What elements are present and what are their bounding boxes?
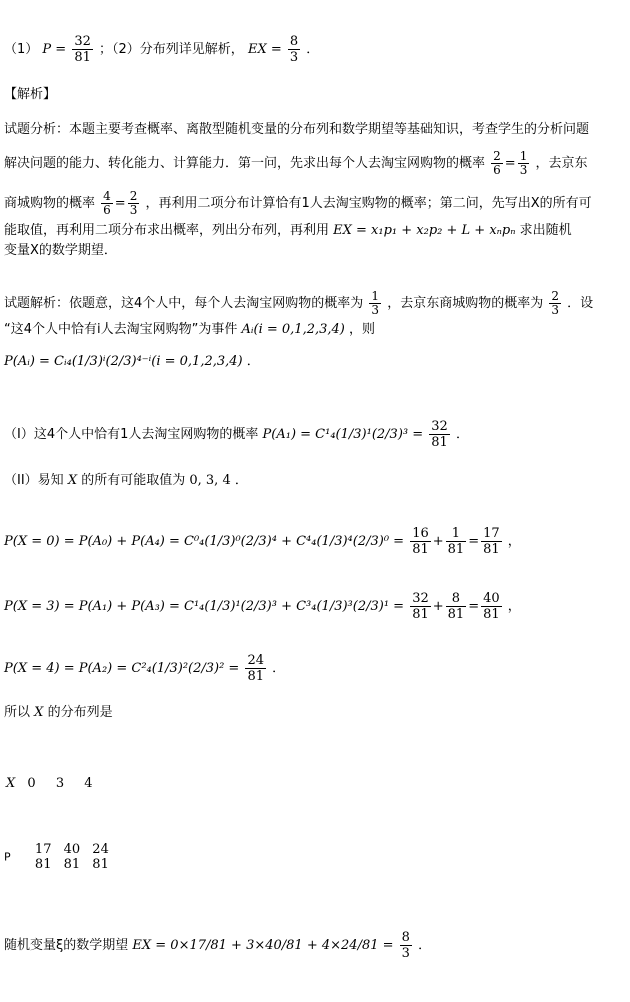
solution-line-2: “这4个人中恰有i人去淘宝网购物”为事件 Aᵢ(i = 0,1,2,3,4) ，则 (4, 322, 376, 337)
table-x-label: X (6, 776, 16, 791)
part1-line: （Ⅰ）这4个人中恰有1人去淘宝网购物的概率 P(A₁) = C¹₄(1/3)¹(2/3)³ = $\frac{32}{81}$ ． (4, 419, 469, 450)
answer-ex-fraction: $\frac{8}{3}$ (289, 34, 299, 65)
table-x-value: 4 (84, 776, 93, 791)
expectation-formula: EX = x₁p₁ + x₂p₂ + L + xₙpₙ (333, 223, 516, 238)
prob-x-0: P(X = 0) = P(A₀) + P(A₄) = C⁰₄(1/3)⁰(2/3)⁴ + C⁴₄(1/3)⁴(2/3)⁰ = $\frac{16}{81}$ + $\frac{1}{81}$ = $\frac{17}{81}$ ， (4, 526, 521, 557)
expectation-line: 随机变量ξ的数学期望 EX = 0×17/81 + 3×40/81 + 4×24/81 = $\frac{8}{3}$ ． (4, 930, 432, 961)
answer-end: ． (306, 42, 320, 57)
prob-x-4: P(X = 4) = P(A₂) = C²₄(1/3)²(2/3)² = $\frac{24}{81}$ ． (4, 653, 286, 684)
possible-values: 0, 3, 4 (189, 473, 231, 488)
answer-p-symbol: P (42, 42, 52, 57)
binomial-formula: P(Aᵢ) = Cᵢ₄(1/3)ⁱ(2/3)⁴⁻ⁱ(i = 0,1,2,3,4) (4, 354, 243, 369)
table-x-value: 0 (27, 776, 36, 791)
analysis-line-5: 变量X的数学期望． (4, 243, 117, 258)
prob-x-3: P(X = 3) = P(A₁) + P(A₃) = C¹₄(1/3)¹(2/3)³ + C³₄(1/3)³(2/3)¹ = $\frac{32}{81}$ + $\frac{8}{81}$ = $\frac{40}{81}$ ， (4, 591, 521, 622)
answer-ex-symbol: EX (247, 42, 267, 57)
analysis-line-1: 试题分析：本题主要考查概率、离散型随机变量的分布列和数学期望等基础知识，考查学生的分析问题 (4, 122, 590, 137)
expectation-computation: EX = 0×17/81 + 3×40/81 + 4×24/81 = (132, 938, 394, 953)
analysis-line-4: 能取值，再利用二项分布求出概率，列出分布列，再利用 EX = x₁p₁ + x₂p₂ + L + xₙpₙ 求出随机 (4, 223, 572, 238)
table-p-value: 24 81 (92, 842, 109, 872)
part2-line: （II）易知 X 的所有可能取值为 0, 3, 4 ． (4, 473, 248, 488)
solution-line-3: P(Aᵢ) = Cᵢ₄(1/3)ⁱ(2/3)⁴⁻ⁱ(i = 0,1,2,3,4) ． (4, 354, 260, 369)
solution-line-1: 试题解析：依题意，这4个人中，每个人去淘宝网购物的概率为 $\frac{1}{3}$ ，去京东商城购物的概率为 $\frac{2}{3}$ ．设 (4, 289, 594, 317)
part1-formula: P(A₁) = C¹₄(1/3)¹(2/3)³ = (262, 427, 424, 442)
answer-p-fraction: $\frac{32}{81}$ (74, 34, 91, 65)
table-x-value: 3 (55, 776, 65, 791)
distribution-table-p-row (4, 842, 113, 872)
analysis-heading: 【解析】 (4, 87, 57, 102)
table-p-value: 40 81 (63, 842, 81, 872)
answer-separator: ；（2）分布列详见解析， (99, 42, 244, 57)
analysis-line-2: 解决问题的能力、转化能力、计算能力．第一问，先求出每个人去淘宝网购物的概率 $\frac{2}{6}$ = $\frac{1}{3}$ ，去京东 (4, 149, 588, 177)
distribution-table-x-row (6, 776, 93, 791)
table-p-value: 17 81 (34, 842, 52, 872)
event-definition: Aᵢ(i = 0,1,2,3,4) (241, 322, 345, 337)
analysis-line-3: 商城购物的概率 $\frac{4}{6}$ = $\frac{2}{3}$ ，再利用二项分布计算恰有1人去淘宝购物的概率；第二问，先写出X的所有可 (4, 189, 592, 217)
distribution-intro: 所以 X 的分布列是 (4, 705, 113, 720)
table-p-label: P (4, 850, 11, 864)
answer-part1-label: （1） (4, 42, 39, 57)
answer-line: （1） P = $\frac{32}{81}$ ；（2）分布列详见解析， EX = $\frac{8}{3}$ ． (4, 34, 320, 65)
